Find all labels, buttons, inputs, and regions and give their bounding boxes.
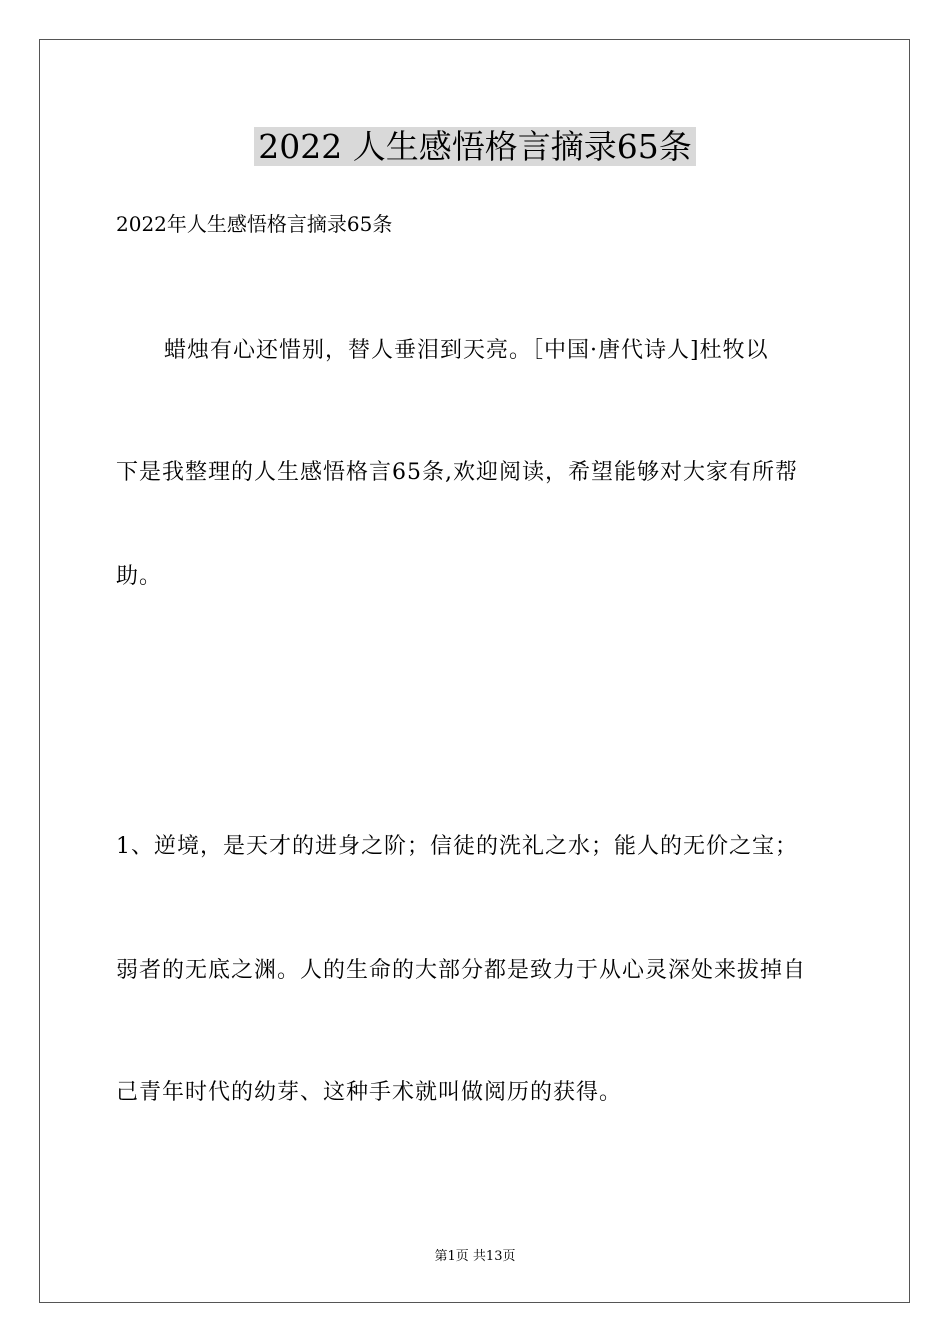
paragraph-line-3: 助。 — [116, 564, 163, 589]
document-title-text: 2022 人生感悟格言摘录65条 — [254, 127, 695, 166]
paragraph-line-5: 弱者的无底之渊。人的生命的大部分都是致力于从心灵深处来拔掉自 — [116, 958, 807, 983]
paragraph-line-6: 己青年时代的幼芽、这种手术就叫做阅历的获得。 — [116, 1080, 623, 1105]
document-title — [0, 124, 950, 170]
page-footer: 第1页 共13页 — [434, 1249, 516, 1264]
paragraph-line-4: 1、逆境，是天才的进身之阶；信徒的洗礼之水；能人的无价之宝； — [116, 834, 798, 859]
paragraph-line-1: 蜡烛有心还惜别，替人垂泪到天亮。［中国·唐代诗人]杜牧以 — [164, 338, 769, 363]
paragraph-line-2: 下是我整理的人生感悟格言65条,欢迎阅读，希望能够对大家有所帮 — [116, 460, 798, 485]
document-subtitle: 2022年人生感悟格言摘录65条 — [116, 212, 393, 236]
